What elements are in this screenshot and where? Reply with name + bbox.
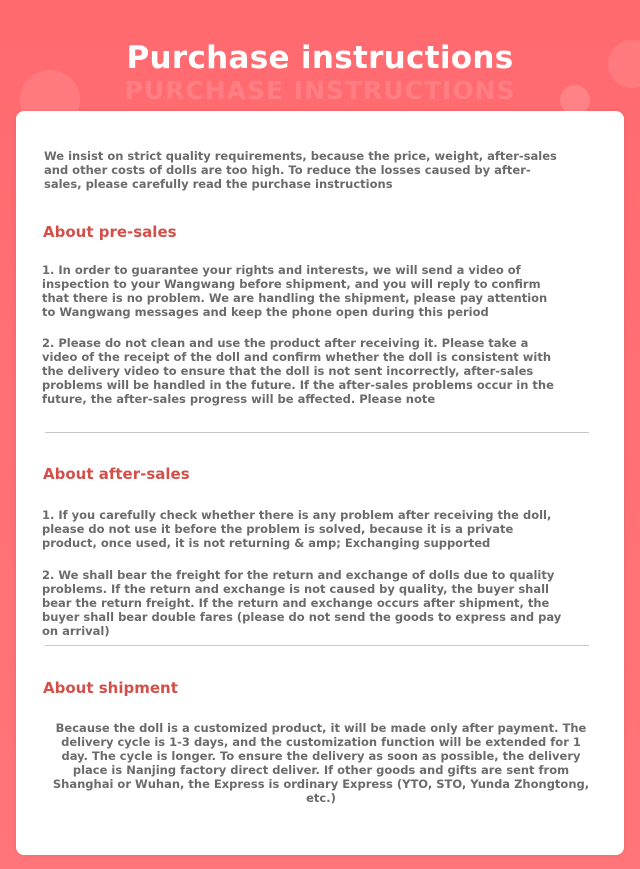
shipment-text: Because the doll is a customized product, it will be made only after payment. The delivery cycle is 1-3 days, and the customization function will be extended for 1 day. The cycle is longer. To ensure the delivery as soon as possible, the delivery place is Nanjing factory direct deliver. If other goods and gifts are sent from Shanghai or Wuhan, the Express is ordinary Express (YTO, STO, Yunda Zhongtong, etc.) [52, 721, 590, 805]
instructions-card [16, 111, 624, 855]
after-sales-heading: About after-sales [43, 465, 190, 483]
page-title: Purchase instructions [126, 40, 514, 76]
intro-text: We insist on strict quality requirements, because the price, weight, after-sales and other costs of dolls are too high. To reduce the losses caused by after-sales, please carefully read the purchase instructions [44, 149, 557, 191]
divider [45, 645, 589, 646]
title-watermark: PURCHASE INSTRUCTIONS [124, 76, 516, 105]
pre-sales-item-1: 1. In order to guarantee your rights and interests, we will send a video of inspection to your Wangwang before shipment, and you will reply to confirm that there is no problem. We are handling the shipment, please pay attention to Wangwang messages and keep the phone open during this period [42, 263, 548, 319]
after-sales-item-1: 1. If you carefully check whether there is any problem after receiving the doll, please do not use it before the problem is solved, because it is a private product, once used, it is not returning & amp; Exchanging supported [42, 508, 552, 550]
divider [45, 432, 589, 433]
after-sales-item-2: 2. We shall bear the freight for the return and exchange of dolls due to quality problems. If the return and exchange is not caused by quality, the buyer shall bear the return freight. If the return and exchange occurs after shipment, the buyer shall bear double fares (please do not send the goods to express and pay on arrival) [42, 568, 562, 638]
pre-sales-item-2: 2. Please do not clean and use the product after receiving it. Please take a video of the receipt of the doll and confirm whether the doll is consistent with the delivery video to ensure that the doll is not sent incorrectly, after-sales problems will be handled in the future. If the after-sales problems occur in the future, the after-sales progress will be affected. Please note [42, 336, 554, 406]
pre-sales-heading: About pre-sales [43, 223, 177, 241]
shipment-heading: About shipment [43, 679, 178, 697]
